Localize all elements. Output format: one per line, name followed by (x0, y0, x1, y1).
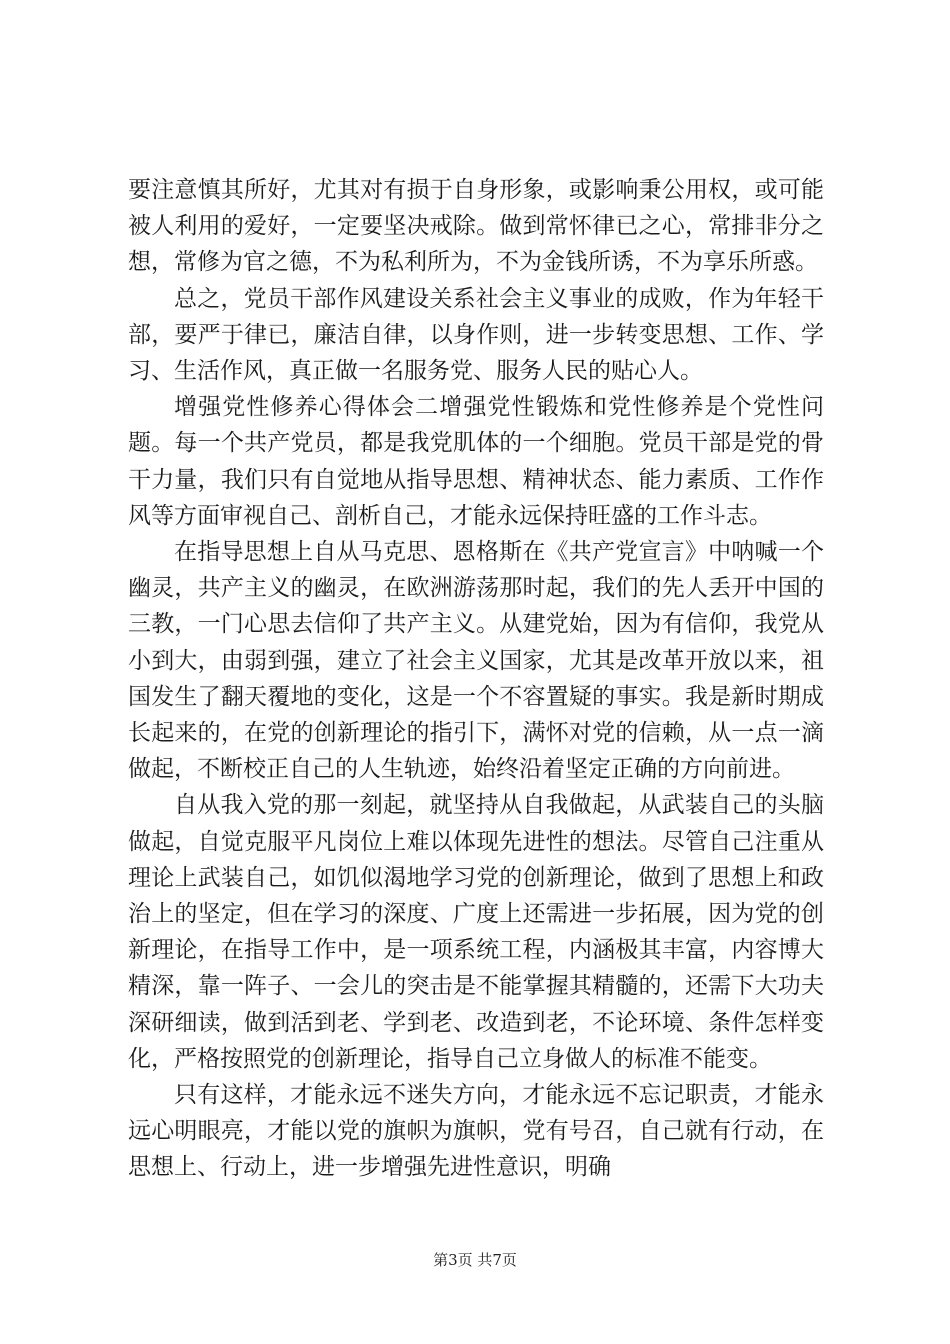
page-footer (0, 1249, 950, 1270)
paragraph-3: 增强党性修养心得体会二增强党性锻炼和党性修养是个党性问题。每一个共产党员，都是我党肌体的一个细胞。党员干部是党的骨干力量，我们只有自觉地从指导思想、精神状态、能力素质、工作作风等方面审视自己、剖析自己，才能永远保持旺盛的工作斗志。 (128, 394, 824, 529)
paragraph-6: 只有这样，才能永远不迷失方向，才能永远不忘记职责，才能永远心明眼亮，才能以党的旗帜为旗帜，党有号召，自己就有行动，在思想上、行动上，进一步增强先进性意识，明确 (128, 1082, 824, 1181)
paragraph-5: 自从我入党的那一刻起，就坚持从自我做起，从武装自己的头脑做起，自觉克服平凡岗位上难以体现先进性的想法。尽管自己注重从理论上武装自己，如饥似渴地学习党的创新理论，做到了思想上和政治上的坚定，但在学习的深度、广度上还需进一步拓展，因为党的创新理论，在指导工作中，是一项系统工程，内涵极其丰富，内容博大精深，靠一阵子、一会儿的突击是不能掌握其精髓的，还需下大功夫深研细读，做到活到老、学到老、改造到老，不论环境、条件怎样变化，严格按照党的创新理论，指导自己立身做人的标准不能变。 (128, 792, 824, 1072)
page-number-label: 第3页 共7页 (433, 1251, 517, 1269)
paragraph-1: 要注意慎其所好，尤其对有损于自身形象，或影响秉公用权，或可能被人利用的爱好，一定要坚决戒除。做到常怀律已之心，常排非分之想，常修为官之德，不为私利所为，不为金钱所诱，不为享乐所惑。 (128, 177, 824, 276)
paragraph-2: 总之，党员干部作风建设关系社会主义事业的成败，作为年轻干部，要严于律已，廉洁自律，以身作则，进一步转变思想、工作、学习、生活作风，真正做一名服务党、服务人民的贴心人。 (128, 285, 824, 385)
document-body (128, 172, 824, 1186)
paragraph-4: 在指导思想上自从马克思、恩格斯在《共产党宣言》中呐喊一个幽灵，共产主义的幽灵，在欧洲游荡那时起，我们的先人丢开中国的三教，一门心思去信仰了共产主义。从建党始，因为有信仰，我党从小到大，由弱到强，建立了社会主义国家，尤其是改革开放以来，祖国发生了翻天覆地的变化，这是一个不容置疑的事实。我是新时期成长起来的，在党的创新理论的指引下，满怀对党的信赖，从一点一滴做起，不断校正自己的人生轨迹，始终沿着坚定正确的方向前进。 (128, 539, 824, 783)
